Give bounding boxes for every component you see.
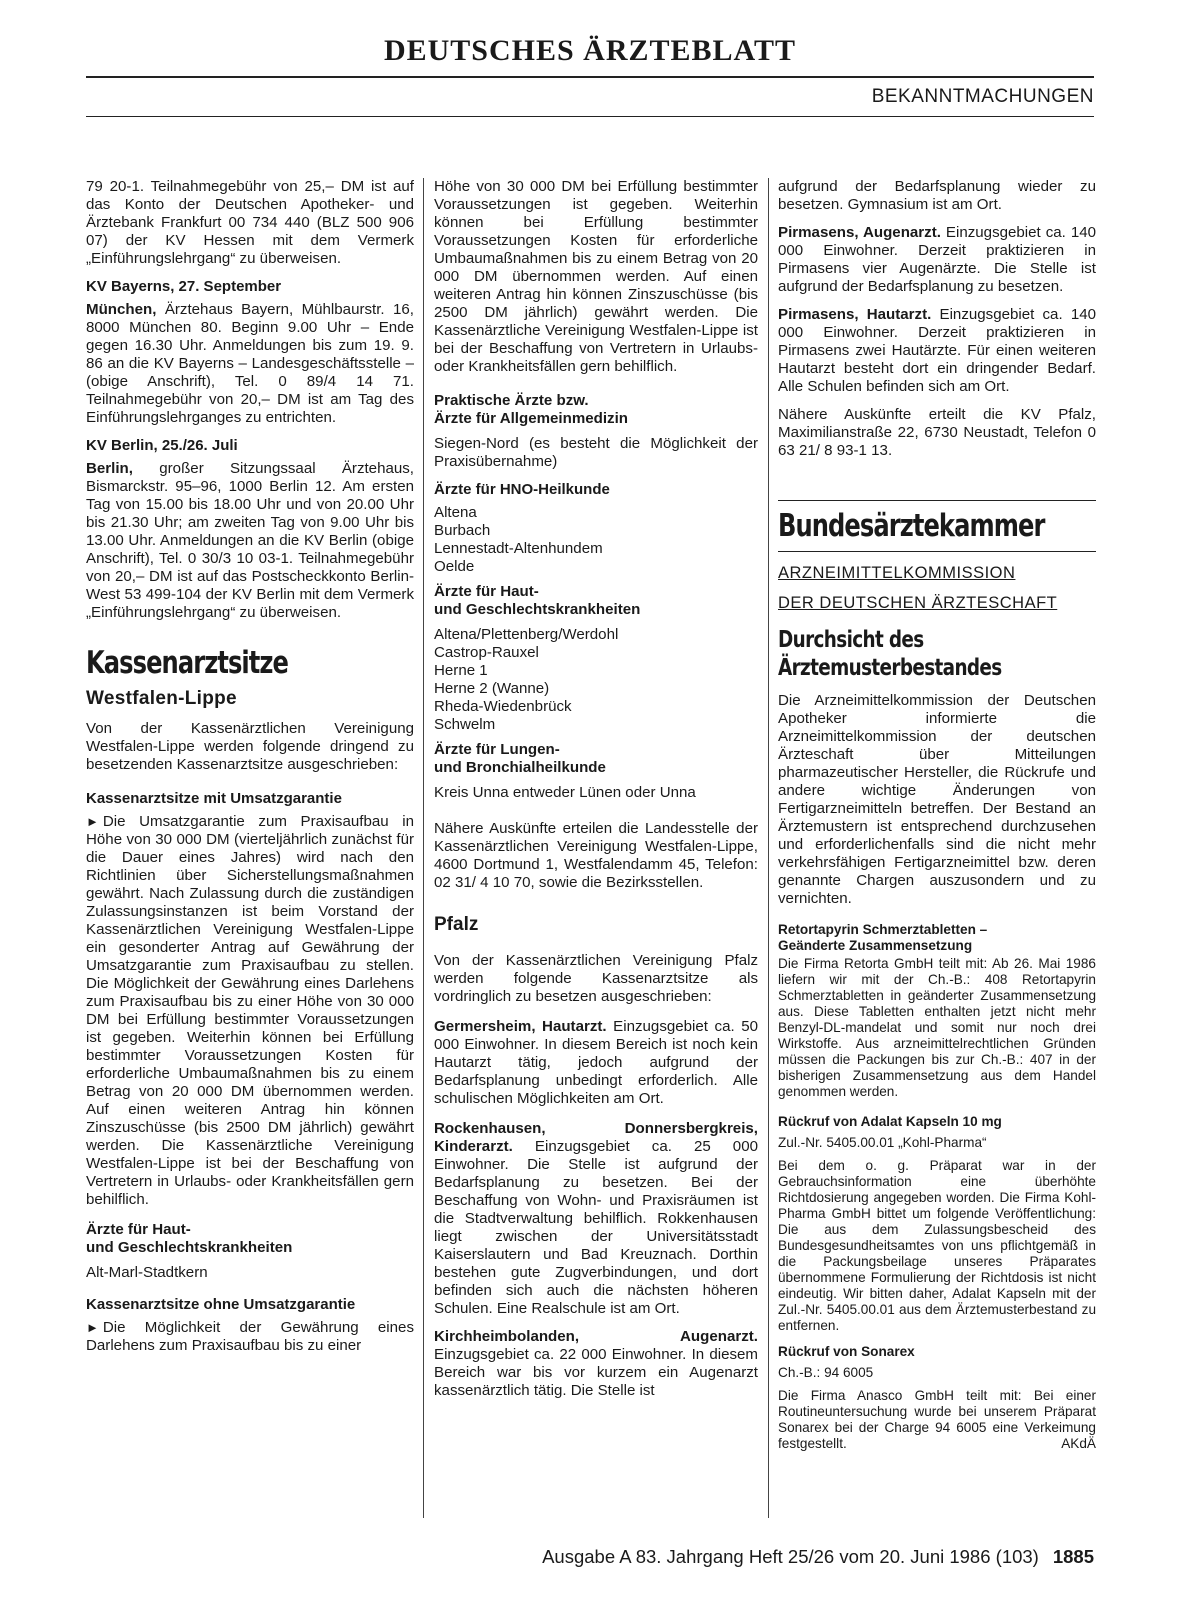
adalat-zulassung: Zul.-Nr. 5405.00.01 „Kohl-Pharma“ <box>778 1135 987 1150</box>
ohne-umsatzgarantie-heading: Kassenarztsitze ohne Umsatzgarantie <box>86 1296 356 1313</box>
hessen-continuation: 79 20-1. Teilnahmegebühr von 25,– DM ist auf das Konto der Deutschen Apotheker- und Ärztebank Frankfurt 00 734 440 (BLZ 500 906 07) der KV Hessen mit dem Vermerk „Einführungslehrgang“ zu überweisen. <box>86 178 414 267</box>
mit-umsatzgarantie-heading: Kassenarztsitze mit Umsatzgarantie <box>86 790 342 807</box>
lead-term: Rockenhausen, Donnersbergkreis, Kinderarzt. <box>434 1120 758 1155</box>
pfalz-title: Pfalz <box>434 914 479 935</box>
column-middle <box>434 178 758 1407</box>
haut-heading: Ärzte für Haut- und Geschlechtskrankheiten <box>434 583 641 618</box>
hno-heading: Ärzte für HNO-Heilkunde <box>434 481 610 498</box>
kv-bayerns-body <box>86 301 414 427</box>
body-text: Die Firma Anasco GmbH teilt mit: Bei einer Routineuntersuchung wurde bei unserem Präparat Sonarex bei der Charge 94 6005 eine Verkeimung festgestellt. <box>778 1388 1096 1451</box>
lead-term: Pirmasens, Augenarzt. <box>778 224 941 241</box>
pfalz-intro: Von der Kassenärztlichen Vereinigung Pfalz werden folgende Kassenarztsitze als vordringlich zu besetzen ausgeschrieben: <box>434 952 758 1005</box>
continuation-text: Höhe von 30 000 DM bei Erfüllung bestimmter Voraussetzungen ist gegeben. Weiterhin können bei Erfüllung bestimmter Voraussetzungen Kosten für erforderliche Umbaumaßnahmen bis zu einem Betrag von 20 000 DM übernommen werden. Auf einen weiteren Antrag hin können Zinszuschüsse (bis 2500 DM jährlich) gewährt werden. Die Kassenärztliche Vereinigung Westfalen-Lippe ist bei der Beschaffung von Vertretern in Urlaubs- oder Krankheitsfällen gern behilflich. <box>434 178 758 375</box>
bundesaerztekammer-title: Bundesärztekammer <box>778 508 1045 544</box>
haut-place: Alt-Marl-Stadtkern <box>86 1264 208 1281</box>
praktische-aerzte-heading: Praktische Ärzte bzw. Ärzte für Allgemeinmedizin <box>434 392 629 427</box>
signature-akdae: AKdÄ <box>1061 1436 1096 1451</box>
body-text: Einzugsgebiet ca. 140 000 Einwohner. Derzeit praktizieren in Pirmasens vier Augenärzte. Die Stelle ist aufgrund der Bedarfsplanung zu besetzen. <box>778 224 1096 295</box>
haut-places: Altena/Plettenberg/Werdohl Castrop-Rauxel Herne 1 Herne 2 (Wanne) Rheda-Wiedenbrück Schwelm <box>434 626 619 733</box>
retortapyrin-body: Die Firma Retorta GmbH teilt mit: Ab 26. Mai 1986 liefern wir mit der Ch.-B.: 408 Retortapyrin Schmerztabletten in geänderter Zusammensetzung aus. Diese Tabletten enthalten jetzt nicht mehr Benzyl-DL-mandelat und somit nur noch drei Wirkstoffe. Aus arzneimittelrechtlichen Gründen müssen die Packungen bis zur Ch.-B.: 407 in der bisherigen Zusammensetzung aus dem Handel genommen werden. <box>778 956 1096 1099</box>
kommission-line-2: DER DEUTSCHEN ÄRZTESCHAFT <box>778 594 1058 612</box>
triangle-icon: ► <box>86 814 99 829</box>
issue-info: Ausgabe A 83. Jahrgang Heft 25/26 vom 20. Juni 1986 (103) <box>542 1546 1039 1567</box>
section-rule <box>778 500 1096 501</box>
durchsicht-body: Die Arzneimittelkommission der Deutschen Apotheker informierte die Arzneimittelkommission der deutschen Ärzteschaft über Mitteilungen pharmazeutischer Hersteller, die Rückrufe und andere wichtige Änderungen von Fertigarzneimitteln betreffen. Der Bestand an Ärztemustern ist entsprechend durchzusehen und erforderlichenfalls sind die nicht mehr verkehrsfähigen Fertigarzneimittel bzw. deren genannte Chargen auszusondern und zu vernichten. <box>778 692 1096 907</box>
kommission-line-1: ARZNEIMITTELKOMMISSION <box>778 564 1016 582</box>
kirchheimbolanden-entry <box>434 1328 758 1400</box>
body-text: großer Sitzungssaal Ärztehaus, Bismarckstr. 95–96, 1000 Berlin 12. Am ersten Tag von 15.00 bis 18.00 Uhr und von 20.00 Uhr bis 21.30 Uhr; am zweiten Tag von 9.00 Uhr bis 13.00 Uhr. Anmeldungen an die KV Berlin (obige Anschrift), Tel. 0 30/3 10 03-1. Teilnahmegebühr von 20,– DM ist auf das Postscheckkonto Berlin-West 53 499-104 der KV Berlin mit dem Vermerk „Einführungslehrgang“ zu überweisen. <box>86 460 414 621</box>
sonarex-heading: Rückruf von Sonarex <box>778 1344 915 1359</box>
germersheim-entry <box>434 1018 758 1108</box>
column-right <box>778 178 1096 1459</box>
durchsicht-title-line-2: Ärztemusterbestandes <box>778 655 1002 681</box>
lungen-heading: Ärzte für Lungen- und Bronchialheilkunde <box>434 741 606 776</box>
sonarex-charge: Ch.-B.: 94 6005 <box>778 1365 874 1380</box>
body-text: Ärztehaus Bayern, Mühlbaurstr. 16, 8000 München 80. Beginn 9.00 Uhr – Ende gegen 16.30 Uhr. Anmeldungen bis zum 19. 9. 86 an die KV Bayerns – Landesgeschäftsstelle – (obige Anschrift), Tel. 0 89/4 14 71. Teilnahmegebühr von 20,– DM ist am Tag des Einführungslehrganges zu entrichten. <box>86 301 414 426</box>
westfalen-lippe-intro: Von der Kassenärztlichen Vereinigung Westfalen-Lippe werden folgende dringend zu besetzenden Kassenarztsitze ausgeschrieben: <box>86 720 414 773</box>
lead-term: Kirchheimbolanden, Augenarzt. <box>434 1328 758 1345</box>
adalat-heading: Rückruf von Adalat Kapseln 10 mg <box>778 1114 1002 1129</box>
durchsicht-title-line-1: Durchsicht des <box>778 627 924 653</box>
ohne-umsatzgarantie-body <box>86 1319 414 1355</box>
body-text: Die Möglichkeit der Gewährung eines Darlehens zum Praxisaufbau bis zu einer <box>86 1319 414 1354</box>
body-text: Einzugsgebiet ca. 50 000 Einwohner. In diesem Bereich ist noch kein Hautarzt tätig, jedoch aufgrund der Bedarfsplanung unbedingt erforderlich. Alle schulischen Möglichkeiten am Ort. <box>434 1018 758 1107</box>
masthead-title: DEUTSCHES ÄRZTEBLATT <box>383 34 797 67</box>
hno-places: Altena Burbach Lennestadt-Altenhundem Oelde <box>434 504 603 575</box>
body-text: Einzugsgebiet ca. 22 000 Einwohner. In diesem Bereich war bis vor kurzem ein Augenarzt kassenärztlich tätig. Die Stelle ist <box>434 1346 758 1399</box>
body-text: Einzugsgebiet ca. 25 000 Einwohner. Die Stelle ist aufgrund der Bedarfsplanung zu besetzen. Bei der Beschaffung von Wohn- und Praxisräumen ist die Stadtverwaltung behilflich. Rokkenhausen liegt zwischen der Universitätsstadt Kaiserslautern und Bad Kreuznach. Dorthin bestehen gute Zugverbindungen, und dort befinden sich auch die nächsten höheren Schulen. Eine Realschule ist am Ort. <box>434 1138 758 1317</box>
notices-block <box>778 922 1096 1452</box>
lead-term: München, <box>86 301 157 318</box>
lead-term: Germersheim, Hautarzt. <box>434 1018 607 1035</box>
column-divider <box>768 178 769 1518</box>
lead-term: Pirmasens, Hautarzt. <box>778 306 932 323</box>
retortapyrin-heading: Retortapyrin Schmerztabletten – Geänderte Zusammensetzung <box>778 922 988 953</box>
pirmasens-hautarzt-entry <box>778 306 1096 396</box>
lungen-place: Kreis Unna entweder Lünen oder Unna <box>434 784 696 801</box>
body-text: Die Umsatzgarantie zum Praxisaufbau in Höhe von 30 000 DM (vierteljährlich zunächst für die Dauer eines Jahres) wird nach den Richtlinien über Sicherstellungsmaßnahmen gewährt. Nach Zulassung durch die zuständigen Zulassungsinstanzen ist beim Vorstand der Kassenärztlichen Vereinigung Westfalen-Lippe ein gesonderter Antrag auf Gewährung der Umsatzgarantie zum Praxisaufbau zu stellen. Die Möglichkeit der Gewährung eines Darlehens zum Praxisaufbau bis zu einer Höhe von 30 000 DM bei Erfüllung bestimmter Voraussetzungen ist gegeben. Weiterhin können bei Erfüllung bestimmter Voraussetzungen Kosten für erforderliche Umbaumaßnahmen bis zu einem Betrag von 20 000 DM übernommen werden. Auf einen weiteren Antrag hin können Zinszuschüsse (bis 2500 DM jährlich) gewährt werden. Die Kassenärztliche Vereinigung Westfalen-Lippe ist bei der Beschaffung von Vertretern in Urlaubs- oder Krankheitsfällen gern behilflich. <box>86 813 414 1208</box>
page-footer <box>542 1546 1094 1568</box>
kv-bayerns-heading: KV Bayerns, 27. September <box>86 278 282 295</box>
lead-term: Berlin, <box>86 460 133 477</box>
sonarex-body <box>778 1388 1096 1452</box>
body-text: Einzugsgebiet ca. 140 000 Einwohner. Derzeit praktizieren in Pirmasens zwei Hautärzte. Für einen weiteren Hautarzt besteht dort ein dringender Bedarf. Alle Schulen befinden sich am Ort. <box>778 306 1096 395</box>
continuation-text: aufgrund der Bedarfsplanung wieder zu besetzen. Gymnasium ist am Ort. <box>778 178 1096 213</box>
column-divider <box>423 178 424 1518</box>
westfalen-lippe-title: Westfalen-Lippe <box>86 688 237 709</box>
column-left <box>86 178 414 1362</box>
header-rule <box>86 76 1094 78</box>
pfalz-auskunft: Nähere Auskünfte erteilt die KV Pfalz, Maximilianstraße 22, 6730 Neustadt, Telefon 0 63 21/ 8 93-1 13. <box>778 406 1096 459</box>
kassenarztsitze-title: Kassenarztsitze <box>86 645 289 681</box>
triangle-icon: ► <box>86 1320 99 1335</box>
section-rule <box>778 551 1096 552</box>
praktische-aerzte-place: Siegen-Nord (es besteht die Möglichkeit der Praxisübernahme) <box>434 435 758 470</box>
pirmasens-augenarzt-entry <box>778 224 1096 296</box>
rockenhausen-entry <box>434 1120 758 1318</box>
kv-berlin-heading: KV Berlin, 25./26. Juli <box>86 437 238 454</box>
westfalen-auskunft: Nähere Auskünfte erteilen die Landesstelle der Kassenärztlichen Vereinigung Westfalen-Lippe, 4600 Dortmund 1, Westfalendamm 45, Telefon: 02 31/ 4 10 70, sowie die Bezirksstellen. <box>434 820 758 891</box>
kv-berlin-body <box>86 460 414 622</box>
adalat-body: Bei dem o. g. Präparat war in der Gebrauchsinformation eine überhöhte Richtdosierung angegeben worden. Die Firma Kohl-Pharma GmbH bittet um folgende Veröffentlichung: Die aus dem Zulassungsbescheid des Bundesgesundheitsamtes von uns pflichtgemäß in die Packungsbeilage unseres Präparates übernommene Formulierung der Richtdosis ist nicht eindeutig. Wir bitten daher, Adalat Kapseln mit der Zul.-Nr. 5405.00.01 aus dem Ärztemusterbestand zu entfernen. <box>778 1158 1096 1333</box>
header-rule-lower <box>86 116 1094 117</box>
mit-umsatzgarantie-body <box>86 813 414 1209</box>
section-label: BEKANNTMACHUNGEN <box>871 86 1094 107</box>
page-number: 1885 <box>1052 1546 1094 1567</box>
haut-heading: Ärzte für Haut- und Geschlechtskrankheiten <box>86 1221 293 1256</box>
